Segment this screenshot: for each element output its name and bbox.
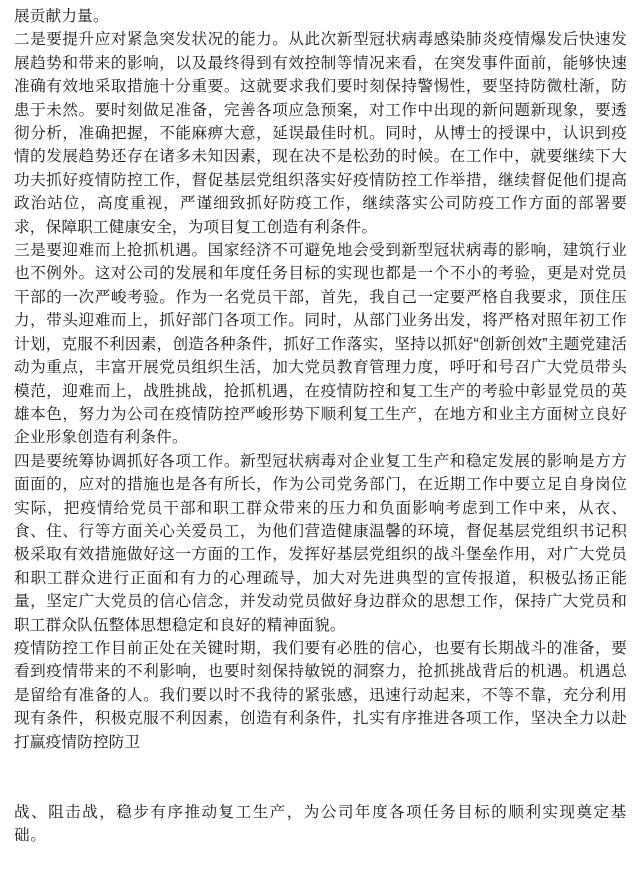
paragraph-point-two: 二是要提升应对紧急突发状况的能力。从此次新型冠状病毒感染肺炎疫情爆发后快速发展趋势和带来的影响，以及最终得到有效控制等情况来看，在突发事件面前，能够快速准确有效地采取措施十分重要。这就要求我们要时刻保持警惕性，要坚持防微杜渐，防患于未然。要时刻做足准备，完善各项应急预案，对工作中出现的新问题新现象，要透彻分析，准确把握，不能麻痹大意，延误最佳时机。同时，从博士的授课中，认识到疫情的发展趋势还存在诸多未知因素，现在决不是松劲的时候。在工作中，就要继续下大功夫抓好疫情防控工作，督促基层党组织落实好疫情防控工作举措，继续督促他们提高政治站位，高度重视，严谨细致抓好防疫工作，继续落实公司防疫工作方面的部署要求，保障职工健康安全，为项目复工创造有利条件。	[14, 31, 627, 236]
paragraph-continuation: 展贡献力量。	[14, 8, 109, 25]
paragraph-point-three: 三是要迎难而上抢抓机遇。国家经济不可避免地会受到新型冠状病毒的影响，建筑行业也不例外。这对公司的发展和年度任务目标的实现也都是一个不小的考验，更是对党员干部的一次严峻考验。作为一名党员干部，首先，我自己一定要严格自我要求，顶住压力，带头迎难而上，抓好部门各项工作。同时，从部门业务出发，将严格对照年初工作计划，克服不利因素，创造各种条件，抓好工作落实，坚持以抓好“创新创效”主题党建活动为重点，丰富开展党员组织生活，加大党员教育管理力度，呼吁和号召广大党员带头模范，迎难而上，战胜挑战，抢抓机遇，在疫情防控和复工生产的考验中彰显党员的英雄本色，努力为公司在疫情防控严峻形势下顺利复工生产，在地方和业主方面树立良好企业形象创造有利条件。	[14, 242, 627, 447]
paragraph-closing: 疫情防控工作目前正处在关键时期，我们要有必胜的信心，也要有长期战斗的准备，要看到疫情带来的不利影响，也要时刻保持敏锐的洞察力，抢抓挑战背后的机遇。机遇总是留给有准备的人。我们要以时不我待的紧张感，迅速行动起来，不等不靠，充分利用现有条件，积极克服不利因素，创造有利条件，扎实有序推进各项工作，坚决全力以赴打赢疫情防控防卫	[14, 639, 627, 751]
paragraph-closing-continued: 战、阻击战，稳步有序推动复工生产，为公司年度各项任务目标的顺利实现奠定基础。	[14, 804, 627, 845]
paragraph-point-four: 四是要统筹协调抓好各项工作。新型冠状病毒对企业复工生产和稳定发展的影响是方方面面的，应对的措施也是各有所长，作为公司党务部门，在近期工作中要立足自身岗位实际，把疫情给党员干部和职工群众带来的压力和负面影响考虑到工作中来，从衣、食、住、行等方面关心关爱员工，为他们营造健康温馨的环境，督促基层党组织书记积极采取有效措施做好这一方面的工作，发挥好基层党组织的战斗堡垒作用，对广大党员和职工群众进行正面和有力的心理疏导，加大对先进典型的宣传报道，积极弘扬正能量，坚定广大党员的信心信念，并发动党员做好身边群众的思想工作，保持广大党员和职工群众队伍整体思想稳定和良好的精神面貌。	[14, 452, 627, 634]
